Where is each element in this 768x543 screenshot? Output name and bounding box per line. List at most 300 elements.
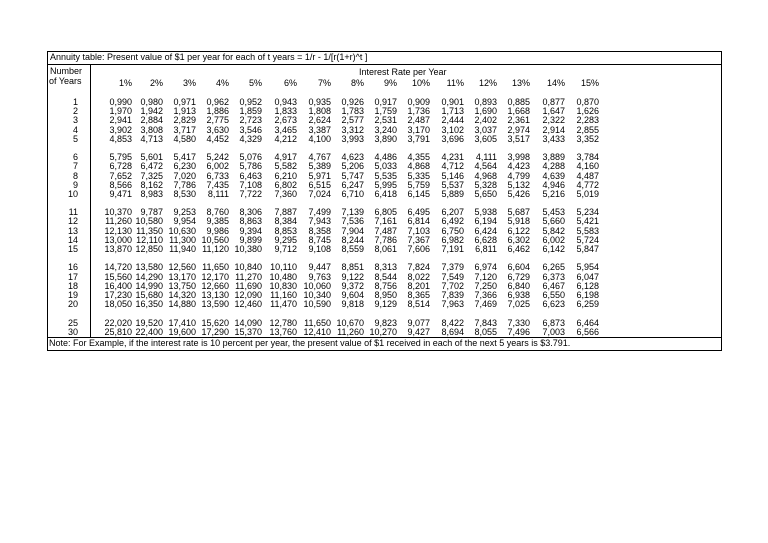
value-cell: 3,170 xyxy=(407,124,430,135)
value-cell: 9,954 xyxy=(173,216,196,227)
rate-header: 7% xyxy=(317,78,331,88)
value-cell: 12,460 xyxy=(234,299,262,310)
value-cell: 4,160 xyxy=(576,161,599,172)
year-cell: 9 xyxy=(72,179,78,190)
value-cell: 8,365 xyxy=(407,289,430,300)
year-cell: 4 xyxy=(72,124,78,135)
value-cell: 7,003 xyxy=(542,326,565,337)
value-cell: 4,968 xyxy=(474,170,497,181)
value-cell: 7,487 xyxy=(374,225,397,236)
value-cell: 5,076 xyxy=(239,152,262,163)
value-cell: 12,130 xyxy=(104,225,132,236)
number-label: Number xyxy=(50,66,83,76)
value-cell: 3,791 xyxy=(407,133,430,144)
value-cell: 7,024 xyxy=(308,188,331,199)
value-cell: 2,444 xyxy=(441,115,464,126)
value-cell: 11,300 xyxy=(169,234,196,245)
value-cell: 4,423 xyxy=(507,161,530,172)
value-cell: 2,974 xyxy=(507,124,530,135)
value-cell: 6,515 xyxy=(308,179,331,190)
value-cell: 5,995 xyxy=(374,179,397,190)
value-cell: 6,472 xyxy=(140,161,163,172)
value-cell: 8,162 xyxy=(140,179,163,190)
value-cell: 2,624 xyxy=(308,115,331,126)
year-cell: 20 xyxy=(67,299,78,310)
value-cell: 9,394 xyxy=(239,225,262,236)
value-cell: 7,103 xyxy=(407,225,430,236)
value-cell: 3,717 xyxy=(173,124,196,135)
value-cell: 6,128 xyxy=(576,280,599,291)
value-cell: 2,829 xyxy=(173,115,196,126)
value-cell: 4,564 xyxy=(474,161,497,172)
value-cell: 7,496 xyxy=(507,326,530,337)
value-cell: 0,877 xyxy=(542,97,565,107)
value-cell: 4,767 xyxy=(308,152,331,163)
value-cell: 5,421 xyxy=(576,216,599,227)
value-cell: 13,750 xyxy=(168,280,196,291)
value-cell: 8,950 xyxy=(374,289,397,300)
value-cell: 7,824 xyxy=(407,262,430,273)
value-cell: 13,870 xyxy=(104,244,132,254)
value-cell: 9,763 xyxy=(308,271,331,282)
value-cell: 7,722 xyxy=(239,188,262,199)
value-cell: 9,787 xyxy=(140,207,163,218)
value-cell: 17,230 xyxy=(104,289,132,300)
value-cell: 0,971 xyxy=(173,97,196,107)
value-cell: 11,160 xyxy=(270,289,297,300)
value-cell: 4,452 xyxy=(206,133,229,144)
value-cell: 6,198 xyxy=(576,289,599,300)
value-cell: 5,453 xyxy=(542,207,565,218)
value-cell: 1,808 xyxy=(308,106,331,117)
value-cell: 6,302 xyxy=(507,234,530,245)
value-cell: 14,720 xyxy=(104,262,132,273)
value-cell: 4,713 xyxy=(140,133,163,144)
value-cell: 5,033 xyxy=(374,161,397,172)
value-cell: 4,580 xyxy=(173,133,196,144)
table-note: Note: For Example, if the interest rate is 10 percent per year, the present value of $1 received in each of the next 5 years is $3.791. xyxy=(49,337,571,348)
value-cell: 11,350 xyxy=(136,225,163,236)
table-header xyxy=(48,65,721,98)
value-cell: 6,424 xyxy=(474,225,497,236)
value-cell: 5,847 xyxy=(576,244,599,254)
value-cell: 3,387 xyxy=(308,124,331,135)
value-cell: 0,962 xyxy=(206,97,229,107)
value-cell: 9,471 xyxy=(109,188,132,199)
value-cell: 12,170 xyxy=(201,271,229,282)
value-cell: 5,234 xyxy=(576,207,599,218)
value-cell: 6,418 xyxy=(374,188,397,199)
value-cell: 22,400 xyxy=(135,326,163,337)
value-cell: 9,108 xyxy=(308,244,331,254)
value-cell: 6,265 xyxy=(542,262,565,273)
value-cell: 8,745 xyxy=(308,234,331,245)
note-row xyxy=(48,337,721,350)
value-cell: 8,983 xyxy=(140,188,163,199)
value-cell: 6,982 xyxy=(441,234,464,245)
value-cell: 1,886 xyxy=(206,106,229,117)
value-cell: 0,990 xyxy=(109,97,132,107)
value-cell: 6,802 xyxy=(274,179,297,190)
value-cell: 1,942 xyxy=(140,106,163,117)
value-cell: 11,260 xyxy=(337,326,364,337)
value-cell: 5,417 xyxy=(173,152,196,163)
value-cell: 5,335 xyxy=(407,170,430,181)
value-cell: 8,514 xyxy=(407,299,430,310)
value-cell: 3,630 xyxy=(206,124,229,135)
value-cell: 8,201 xyxy=(407,280,430,291)
value-cell: 4,946 xyxy=(542,179,565,190)
value-cell: 11,650 xyxy=(304,317,331,328)
value-cell: 12,560 xyxy=(168,262,196,273)
value-cell: 6,873 xyxy=(542,317,565,328)
value-cell: 17,290 xyxy=(201,326,229,337)
value-cell: 13,130 xyxy=(201,289,229,300)
value-cell: 8,756 xyxy=(374,280,397,291)
value-cell: 5,786 xyxy=(239,161,262,172)
value-cell: 3,546 xyxy=(239,124,262,135)
value-cell: 1,736 xyxy=(407,106,430,117)
value-cell: 1,713 xyxy=(441,106,464,117)
year-cell: 18 xyxy=(67,280,78,291)
value-cell: 10,560 xyxy=(201,234,229,245)
value-cell: 5,216 xyxy=(542,188,565,199)
value-cell: 5,582 xyxy=(274,161,297,172)
year-cell: 25 xyxy=(67,317,78,328)
value-cell: 8,061 xyxy=(374,244,397,254)
value-cell: 7,786 xyxy=(374,234,397,245)
year-cell: 7 xyxy=(72,161,78,172)
value-cell: 7,839 xyxy=(441,289,464,300)
value-cell: 7,943 xyxy=(308,216,331,227)
value-cell: 3,465 xyxy=(274,124,297,135)
value-cell: 4,111 xyxy=(475,152,497,163)
value-cell: 2,402 xyxy=(474,115,497,126)
rate-header: 15% xyxy=(580,78,599,88)
year-cell: 10 xyxy=(67,188,78,199)
value-cell: 8,244 xyxy=(341,234,364,245)
value-cell: 6,463 xyxy=(239,170,262,181)
value-cell: 4,486 xyxy=(374,152,397,163)
annuity-table xyxy=(47,51,722,351)
value-cell: 8,022 xyxy=(407,271,430,282)
interest-rate-label: Interest Rate per Year xyxy=(359,67,447,77)
value-cell: 12,660 xyxy=(201,280,229,291)
value-cell: 7,549 xyxy=(441,271,464,282)
value-cell: 1,913 xyxy=(173,106,196,117)
value-cell: 12,850 xyxy=(135,244,163,254)
value-cell: 1,970 xyxy=(109,106,132,117)
value-cell: 6,230 xyxy=(173,161,196,172)
rate-header: 9% xyxy=(383,78,397,88)
value-cell: 5,019 xyxy=(576,188,599,199)
rate-header: 3% xyxy=(182,78,196,88)
value-cell: 11,120 xyxy=(202,244,229,254)
value-cell: 5,687 xyxy=(507,207,530,218)
value-cell: 7,025 xyxy=(507,299,530,310)
year-cell: 13 xyxy=(67,225,78,236)
value-cell: 8,422 xyxy=(441,317,464,328)
value-cell: 10,670 xyxy=(336,317,364,328)
year-cell: 14 xyxy=(67,234,78,245)
value-cell: 4,231 xyxy=(441,152,464,163)
value-cell: 1,626 xyxy=(576,106,599,117)
value-cell: 14,090 xyxy=(234,317,262,328)
value-cell: 5,426 xyxy=(507,188,530,199)
year-cell: 5 xyxy=(72,133,78,144)
value-cell: 8,384 xyxy=(274,216,297,227)
value-cell: 6,604 xyxy=(507,262,530,273)
value-cell: 5,747 xyxy=(341,170,364,181)
value-cell: 4,868 xyxy=(407,161,430,172)
value-cell: 11,690 xyxy=(235,280,262,291)
value-cell: 14,320 xyxy=(168,289,196,300)
value-cell: 6,210 xyxy=(274,170,297,181)
value-cell: 6,938 xyxy=(507,289,530,300)
value-cell: 5,842 xyxy=(542,225,565,236)
value-cell: 7,887 xyxy=(274,207,297,218)
year-cell: 1 xyxy=(72,97,78,107)
value-cell: 3,902 xyxy=(109,124,132,135)
value-cell: 1,647 xyxy=(542,106,565,117)
value-cell: 3,433 xyxy=(542,133,565,144)
value-cell: 10,580 xyxy=(135,216,163,227)
value-cell: 10,380 xyxy=(234,244,262,254)
value-cell: 9,986 xyxy=(206,225,229,236)
value-cell: 3,037 xyxy=(474,124,497,135)
value-cell: 6,710 xyxy=(341,188,364,199)
value-cell: 13,000 xyxy=(104,234,132,245)
value-cell: 19,600 xyxy=(168,326,196,337)
value-cell: 6,840 xyxy=(507,280,530,291)
value-cell: 0,935 xyxy=(308,97,331,107)
value-cell: 10,060 xyxy=(303,280,331,291)
value-cell: 25,810 xyxy=(104,326,132,337)
value-cell: 0,909 xyxy=(407,97,430,107)
value-cell: 8,111 xyxy=(207,188,229,199)
value-cell: 3,993 xyxy=(341,133,364,144)
value-cell: 5,132 xyxy=(507,179,530,190)
value-cell: 5,889 xyxy=(441,188,464,199)
value-cell: 8,306 xyxy=(239,207,262,218)
value-cell: 4,639 xyxy=(542,170,565,181)
value-cell: 1,668 xyxy=(507,106,530,117)
value-cell: 9,253 xyxy=(173,207,196,218)
value-cell: 0,926 xyxy=(341,97,364,107)
value-cell: 6,814 xyxy=(407,216,430,227)
value-cell: 10,630 xyxy=(168,225,196,236)
rate-header-row xyxy=(48,76,721,89)
value-cell: 13,580 xyxy=(135,262,163,273)
value-cell: 10,270 xyxy=(369,326,397,337)
year-cell: 2 xyxy=(72,106,78,117)
value-cell: 7,367 xyxy=(407,234,430,245)
rate-header: 8% xyxy=(350,78,364,88)
value-cell: 2,884 xyxy=(140,115,163,126)
value-cell: 4,355 xyxy=(407,152,430,163)
value-cell: 7,161 xyxy=(374,216,397,227)
value-cell: 6,728 xyxy=(109,161,132,172)
value-cell: 8,853 xyxy=(274,225,297,236)
value-cell: 9,295 xyxy=(274,234,297,245)
value-cell: 5,759 xyxy=(407,179,430,190)
value-cell: 6,247 xyxy=(341,179,364,190)
value-cell: 5,389 xyxy=(308,161,331,172)
value-cell: 6,122 xyxy=(507,225,530,236)
value-cell: 14,290 xyxy=(135,271,163,282)
value-cell: 5,535 xyxy=(374,170,397,181)
value-cell: 9,604 xyxy=(341,289,364,300)
value-cell: 5,918 xyxy=(507,216,530,227)
value-cell: 6,194 xyxy=(474,216,497,227)
value-cell: 4,329 xyxy=(239,133,262,144)
rate-header: 1% xyxy=(118,78,132,88)
value-cell: 3,889 xyxy=(542,152,565,163)
value-cell: 6,142 xyxy=(542,244,565,254)
value-cell: 0,893 xyxy=(474,97,497,107)
table-title: Annuity table: Present value of $1 per year for each of t years = 1/r - 1/[r(1+r)^t ] xyxy=(50,52,368,62)
value-cell: 7,469 xyxy=(474,299,497,310)
value-cell: 3,102 xyxy=(441,124,464,135)
value-cell: 6,811 xyxy=(475,244,497,254)
value-cell: 7,702 xyxy=(441,280,464,291)
value-cell: 6,259 xyxy=(576,299,599,310)
value-cell: 7,499 xyxy=(308,207,331,218)
value-cell: 7,904 xyxy=(341,225,364,236)
value-cell: 1,859 xyxy=(239,106,262,117)
value-cell: 6,467 xyxy=(542,280,565,291)
rate-header: 4% xyxy=(215,78,229,88)
value-cell: 7,139 xyxy=(341,207,364,218)
value-cell: 6,750 xyxy=(441,225,464,236)
value-cell: 10,110 xyxy=(270,262,297,273)
value-cell: 10,340 xyxy=(303,289,331,300)
value-cell: 4,772 xyxy=(576,179,599,190)
value-cell: 9,818 xyxy=(341,299,364,310)
value-cell: 12,780 xyxy=(269,317,297,328)
value-cell: 8,544 xyxy=(374,271,397,282)
value-cell: 0,901 xyxy=(441,97,464,107)
value-cell: 11,940 xyxy=(169,244,196,254)
value-cell: 1,783 xyxy=(341,106,364,117)
value-cell: 1,759 xyxy=(374,106,397,117)
value-cell: 3,696 xyxy=(441,133,464,144)
value-cell: 3,808 xyxy=(140,124,163,135)
year-cell: 16 xyxy=(67,262,78,273)
value-cell: 10,370 xyxy=(104,207,132,218)
value-cell: 9,823 xyxy=(374,317,397,328)
value-cell: 7,120 xyxy=(474,271,497,282)
value-cell: 5,583 xyxy=(576,225,599,236)
value-cell: 7,191 xyxy=(441,244,464,254)
value-cell: 7,606 xyxy=(407,244,430,254)
value-cell: 7,360 xyxy=(274,188,297,199)
value-cell: 6,495 xyxy=(407,207,430,218)
value-cell: 2,914 xyxy=(542,124,565,135)
value-cell: 2,941 xyxy=(109,115,132,126)
value-cell: 0,870 xyxy=(576,97,599,107)
year-cell: 12 xyxy=(67,216,78,227)
value-cell: 10,830 xyxy=(269,280,297,291)
value-cell: 6,623 xyxy=(542,299,565,310)
value-cell: 4,623 xyxy=(341,152,364,163)
value-cell: 8,760 xyxy=(206,207,229,218)
rate-header: 13% xyxy=(511,78,530,88)
value-cell: 8,566 xyxy=(109,179,132,190)
value-cell: 9,122 xyxy=(341,271,364,282)
value-cell: 11,260 xyxy=(105,216,132,227)
value-cell: 2,487 xyxy=(407,115,430,126)
year-cell: 17 xyxy=(67,271,78,282)
value-cell: 5,795 xyxy=(109,152,132,163)
value-cell: 15,620 xyxy=(201,317,229,328)
rate-header: 6% xyxy=(283,78,297,88)
value-cell: 4,853 xyxy=(109,133,132,144)
value-cell: 0,952 xyxy=(239,97,262,107)
value-cell: 3,605 xyxy=(474,133,497,144)
value-cell: 13,170 xyxy=(168,271,196,282)
year-cell: 15 xyxy=(67,244,78,254)
value-cell: 0,885 xyxy=(507,97,530,107)
value-cell: 6,733 xyxy=(206,170,229,181)
value-cell: 14,880 xyxy=(168,299,196,310)
value-cell: 3,784 xyxy=(576,152,599,163)
value-cell: 6,462 xyxy=(507,244,530,254)
value-cell: 3,352 xyxy=(576,133,599,144)
year-cell: 30 xyxy=(67,326,78,337)
value-cell: 8,055 xyxy=(474,326,497,337)
value-cell: 6,464 xyxy=(576,317,599,328)
rate-header: 14% xyxy=(546,78,565,88)
value-cell: 6,729 xyxy=(507,271,530,282)
value-cell: 7,325 xyxy=(140,170,163,181)
value-cell: 3,517 xyxy=(507,133,530,144)
value-cell: 4,212 xyxy=(274,133,297,144)
value-cell: 9,129 xyxy=(374,299,397,310)
value-cell: 7,330 xyxy=(507,317,530,328)
value-cell: 8,313 xyxy=(374,262,397,273)
value-cell: 7,963 xyxy=(441,299,464,310)
rate-header: 2% xyxy=(149,78,163,88)
value-cell: 6,373 xyxy=(542,271,565,282)
rate-header: 5% xyxy=(248,78,262,88)
value-cell: 6,145 xyxy=(407,188,430,199)
value-cell: 5,242 xyxy=(206,152,229,163)
value-cell: 12,090 xyxy=(234,289,262,300)
value-cell: 1,833 xyxy=(274,106,297,117)
value-cell: 8,530 xyxy=(173,188,196,199)
value-cell: 7,366 xyxy=(474,289,497,300)
value-cell: 2,855 xyxy=(576,124,599,135)
value-cell: 7,020 xyxy=(173,170,196,181)
value-cell: 8,851 xyxy=(341,262,364,273)
rate-header: 11% xyxy=(446,78,464,88)
value-cell: 15,680 xyxy=(135,289,163,300)
year-cell: 19 xyxy=(67,289,78,300)
value-cell: 6,628 xyxy=(474,234,497,245)
value-cell: 7,108 xyxy=(239,179,262,190)
table-row xyxy=(48,300,721,309)
rate-header: 12% xyxy=(478,78,497,88)
value-cell: 2,723 xyxy=(239,115,262,126)
value-cell: 5,537 xyxy=(441,179,464,190)
value-cell: 9,447 xyxy=(308,262,331,273)
value-cell: 0,917 xyxy=(374,97,397,107)
year-cell: 3 xyxy=(72,115,78,126)
value-cell: 0,943 xyxy=(274,97,297,107)
value-cell: 19,520 xyxy=(135,317,163,328)
value-cell: 8,559 xyxy=(341,244,364,254)
